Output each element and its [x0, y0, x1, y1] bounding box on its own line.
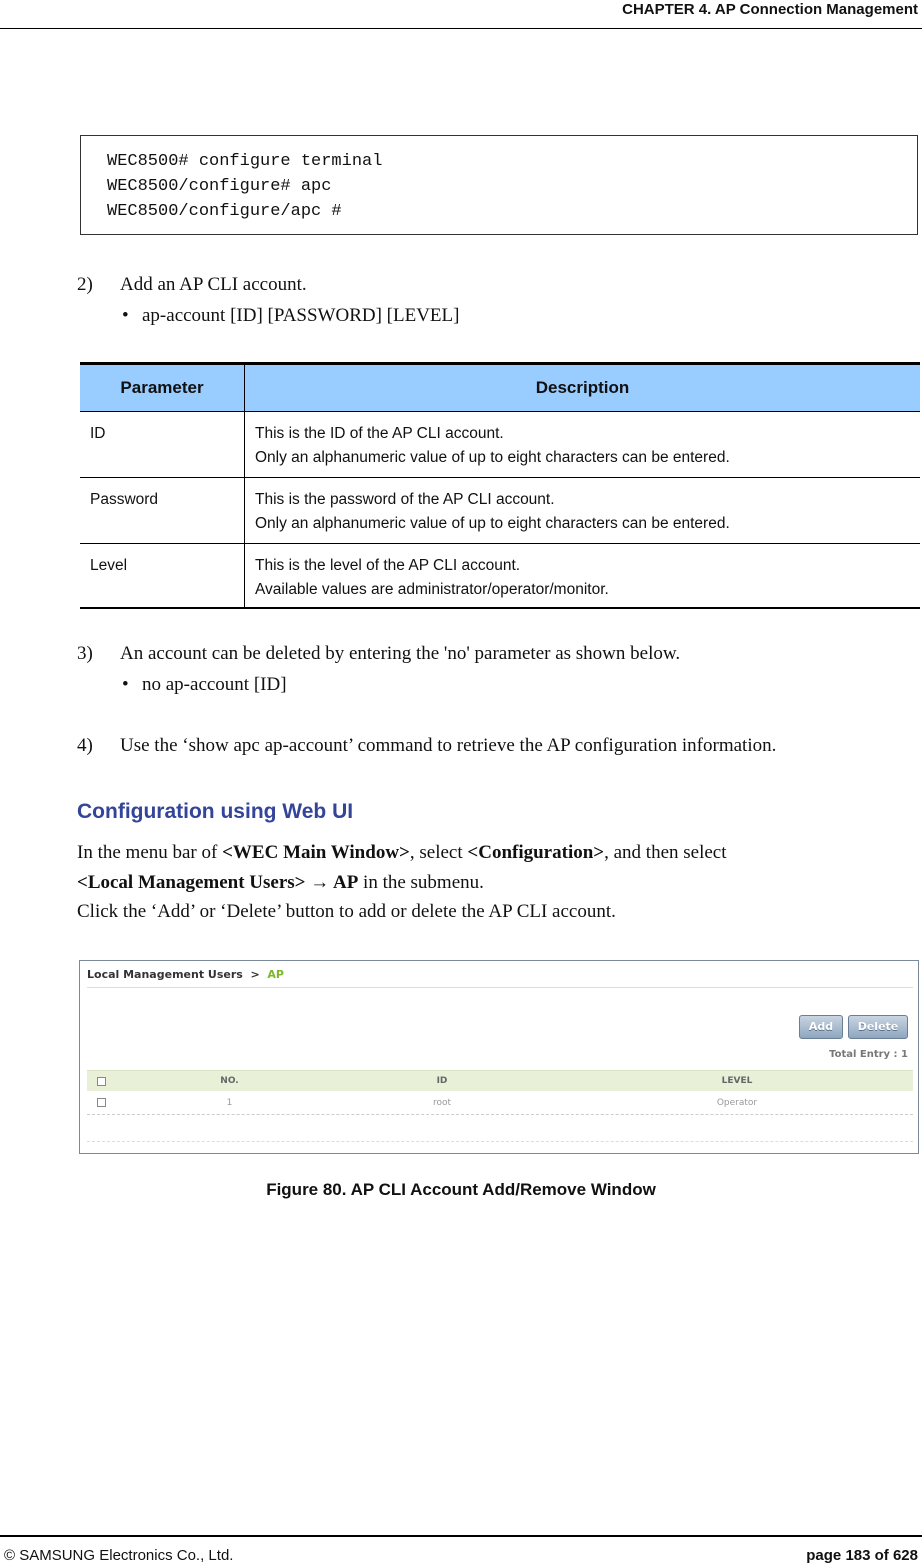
bullet-text: no ap-account [ID] [142, 674, 287, 695]
text: , and then select [604, 842, 727, 863]
cell-id: root [432, 1097, 452, 1108]
table-row [80, 478, 920, 544]
code-line: WEC8500/configure# apc [107, 177, 332, 196]
text: , select [409, 842, 468, 863]
param-desc [245, 478, 921, 544]
page-footer [0, 1535, 922, 1567]
menu-name: <WEC Main Window> [222, 842, 410, 863]
desc-line: This is the ID of the AP CLI account. [255, 425, 504, 442]
total-entry: Total Entry : 1 [829, 1049, 908, 1060]
bullet-icon: • [122, 674, 129, 695]
text: in the submenu. [358, 872, 484, 893]
copyright: © SAMSUNG Electronics Co., Ltd. [4, 1547, 234, 1564]
step-3 [77, 643, 680, 665]
instruction-line-3: Click the ‘Add’ or ‘Delete’ button to add or delete the AP CLI account. [77, 901, 616, 922]
bullet-text: ap-account [ID] [PASSWORD] [LEVEL] [142, 305, 460, 326]
table-row [80, 412, 920, 478]
column-header-no: NO. [220, 1076, 239, 1086]
table-header-row [87, 1070, 913, 1091]
step-number: 4) [77, 735, 93, 756]
section-title: Configuration using Web UI [77, 800, 354, 823]
param-name: ID [80, 412, 245, 478]
figure-caption: Figure 80. AP CLI Account Add/Remove Window [266, 1180, 656, 1199]
step-text: An account can be deleted by entering the 'no' parameter as shown below. [120, 643, 681, 664]
code-block [80, 135, 918, 235]
select-all-checkbox[interactable] [95, 1071, 107, 1091]
checkbox-icon [97, 1098, 106, 1107]
divider [87, 987, 913, 988]
table-header-row [80, 364, 920, 412]
page-header [0, 0, 922, 29]
table-row [80, 544, 920, 609]
step-text: Add an AP CLI account. [120, 274, 307, 295]
desc-line: Only an alphanumeric value of up to eight characters can be entered. [255, 449, 730, 466]
chapter-title: CHAPTER 4. AP Connection Management [622, 1, 918, 18]
column-header-id: ID [436, 1076, 448, 1086]
step-number: 2) [77, 274, 93, 295]
bullet-icon: • [122, 305, 129, 326]
desc-line: Available values are administrator/operator/monitor. [255, 581, 609, 598]
column-header-level: LEVEL [721, 1076, 753, 1086]
breadcrumb-current: AP [267, 968, 284, 981]
column-header: Description [245, 364, 921, 412]
table-row [87, 1091, 913, 1115]
menu-name: <Local Management Users> [77, 872, 311, 893]
desc-line: This is the password of the AP CLI account. [255, 491, 555, 508]
delete-button[interactable]: Delete [848, 1015, 908, 1039]
menu-name: AP [329, 872, 359, 893]
param-name: Level [80, 544, 245, 609]
divider [87, 1141, 913, 1142]
step-number: 3) [77, 643, 93, 664]
step-text: Use the ‘show apc ap-account’ command to retrieve the AP configuration information. [120, 735, 777, 756]
step-4 [77, 735, 776, 757]
desc-line: Only an alphanumeric value of up to eight characters can be entered. [255, 515, 730, 532]
step-3-bullet [122, 674, 287, 696]
parameter-table [80, 362, 920, 609]
instruction-line-1 [77, 842, 727, 864]
page-number: page 183 of 628 [806, 1547, 918, 1564]
breadcrumb-separator: > [250, 968, 260, 981]
breadcrumb-parent[interactable]: Local Management Users [87, 968, 243, 981]
arrow-icon: → [310, 872, 330, 893]
param-desc [245, 412, 921, 478]
breadcrumb [87, 968, 284, 981]
code-line: WEC8500/configure/apc # [107, 202, 342, 221]
menu-name: <Configuration> [467, 842, 605, 863]
code-line: WEC8500# configure terminal [107, 152, 383, 171]
text: In the menu bar of [77, 842, 223, 863]
param-desc [245, 544, 921, 609]
step-2 [77, 274, 307, 296]
step-2-bullet [122, 305, 459, 327]
cell-level: Operator [716, 1097, 758, 1108]
column-header: Parameter [80, 364, 245, 412]
param-name: Password [80, 478, 245, 544]
checkbox-icon [97, 1077, 106, 1086]
add-button[interactable]: Add [799, 1015, 843, 1039]
cell-no: 1 [226, 1097, 233, 1108]
desc-line: This is the level of the AP CLI account. [255, 557, 521, 574]
instruction-line-2 [77, 872, 484, 894]
row-checkbox[interactable] [95, 1091, 107, 1114]
web-ui-screenshot [79, 960, 919, 1154]
